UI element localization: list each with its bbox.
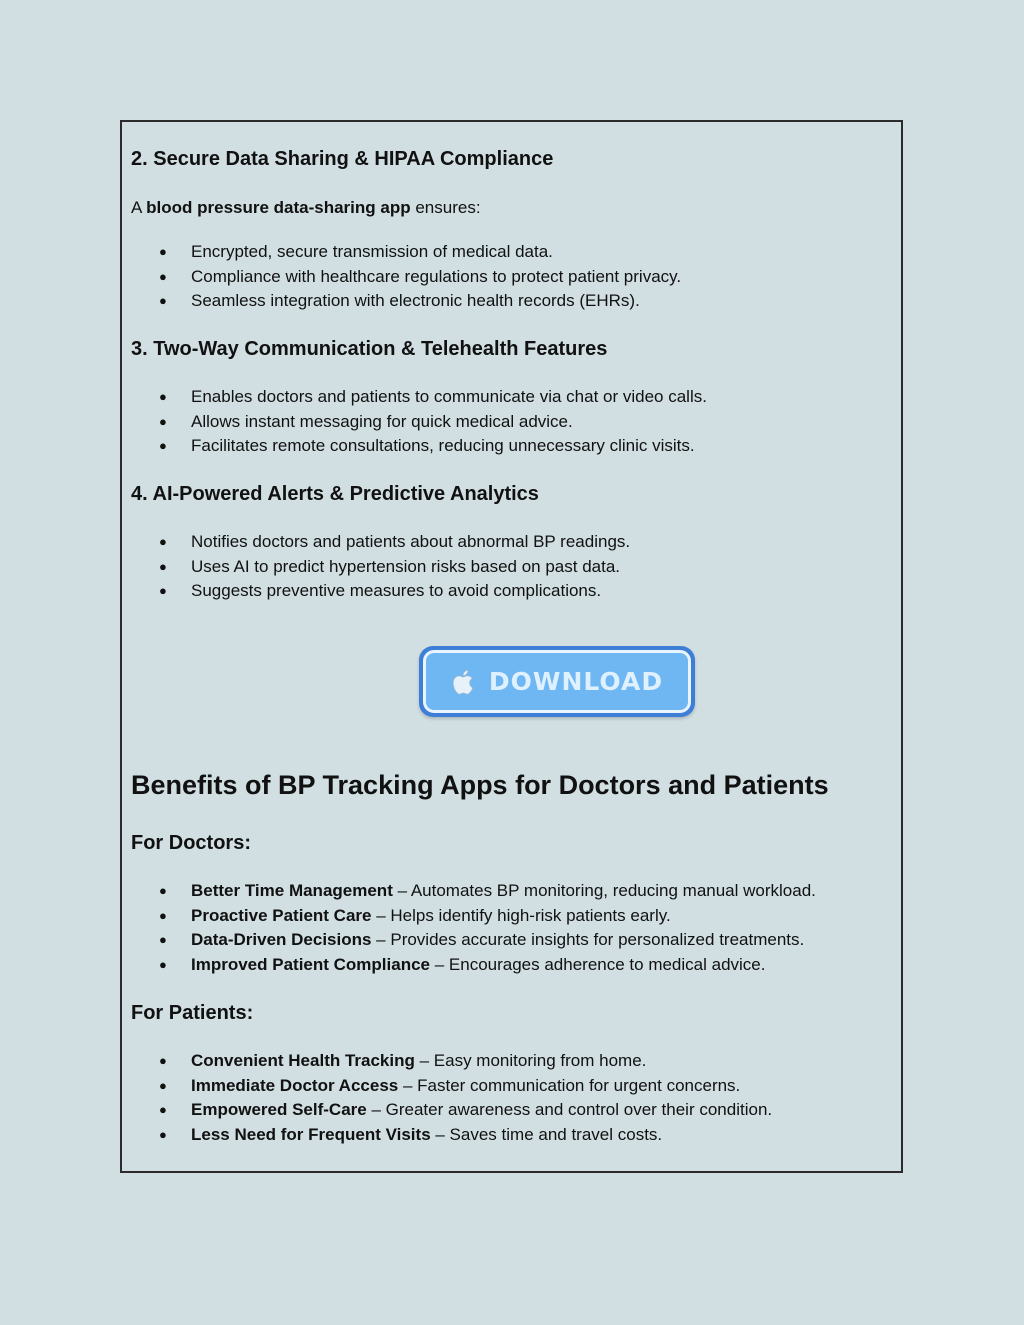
list-item-text: Encrypted, secure transmission of medical data. xyxy=(191,242,553,261)
list-item-text: – Faster communication for urgent concerns. xyxy=(398,1075,741,1095)
apple-icon xyxy=(451,668,477,696)
list-item-text: Seamless integration with electronic health records (EHRs). xyxy=(191,291,640,310)
section-heading-ai-alerts: 4. AI-Powered Alerts & Predictive Analytics xyxy=(131,483,539,505)
list-item xyxy=(131,434,891,459)
for-patients-heading: For Patients: xyxy=(131,1002,254,1024)
bullet-icon: ● xyxy=(159,413,167,429)
list-item-text: Notifies doctors and patients about abnormal BP readings. xyxy=(191,532,631,551)
list-item-title: Immediate Doctor Access xyxy=(191,1075,399,1095)
list-item xyxy=(131,240,891,265)
list-item xyxy=(131,879,891,904)
list-item-text: – Easy monitoring from home. xyxy=(414,1051,647,1070)
bullet-icon: ● xyxy=(159,389,167,404)
list-item-title: Empowered Self-Care xyxy=(191,1100,367,1119)
list-item-text: – Saves time and travel costs. xyxy=(430,1124,663,1144)
bullet-icon: ● xyxy=(159,268,167,284)
bullet-icon: ● xyxy=(159,438,167,453)
list-item xyxy=(131,928,891,953)
bullet-icon: ● xyxy=(159,1053,167,1068)
list-item-text: Allows instant messaging for quick medical advice. xyxy=(191,411,573,431)
list-item xyxy=(131,1074,891,1099)
list-item xyxy=(131,530,891,555)
benefits-heading: Benefits of BP Tracking Apps for Doctors and Patients xyxy=(131,770,829,800)
bullet-icon: ● xyxy=(159,956,167,972)
intro-bold: blood pressure data-sharing app xyxy=(146,198,411,217)
bullet-icon: ● xyxy=(159,932,167,947)
download-button-label: DOWNLOAD xyxy=(488,667,664,696)
list-item xyxy=(131,265,891,290)
list-item-title: Convenient Health Tracking xyxy=(191,1051,415,1070)
bullet-icon: ● xyxy=(159,1102,167,1117)
bullet-icon: ● xyxy=(159,583,167,598)
list-item-text: Enables doctors and patients to communicate via chat or video calls. xyxy=(191,387,707,406)
list-item-text: – Greater awareness and control over their condition. xyxy=(366,1100,773,1119)
list-item-text: Facilitates remote consultations, reducing unnecessary clinic visits. xyxy=(191,436,695,455)
list-item-title: Better Time Management xyxy=(191,881,393,900)
bullet-icon: ● xyxy=(159,1126,167,1142)
intro-suffix: ensures: xyxy=(410,198,481,217)
bullet-icon: ● xyxy=(159,907,167,923)
bullet-icon: ● xyxy=(159,534,167,549)
bullet-icon: ● xyxy=(159,1077,167,1093)
list-item-text: – Encourages adherence to medical advice. xyxy=(430,954,766,974)
list-item xyxy=(131,904,891,929)
list-item xyxy=(131,579,891,604)
data-sharing-list xyxy=(131,240,891,314)
list-item-title: Proactive Patient Care xyxy=(191,905,372,925)
list-item xyxy=(131,1123,891,1148)
list-item-text: – Helps identify high-risk patients early. xyxy=(371,905,671,925)
section-intro xyxy=(131,198,481,218)
list-item xyxy=(131,555,891,580)
bullet-icon: ● xyxy=(159,883,167,898)
list-item-title: Improved Patient Compliance xyxy=(191,954,430,974)
list-item-title: Less Need for Frequent Visits xyxy=(191,1124,431,1144)
download-button[interactable] xyxy=(419,646,695,717)
communication-list xyxy=(131,385,891,459)
list-item-text: Uses AI to predict hypertension risks based on past data. xyxy=(191,556,621,576)
bullet-icon: ● xyxy=(159,558,167,574)
bullet-icon: ● xyxy=(159,293,167,308)
list-item-title: Data-Driven Decisions xyxy=(191,930,372,949)
bullet-icon: ● xyxy=(159,244,167,259)
doctors-benefits-list xyxy=(131,879,891,977)
list-item xyxy=(131,410,891,435)
document-frame xyxy=(120,120,903,1173)
list-item-text: Compliance with healthcare regulations to protect patient privacy. xyxy=(191,266,682,286)
patients-benefits-list xyxy=(131,1049,891,1147)
intro-prefix: A xyxy=(131,198,147,217)
list-item-text: Suggests preventive measures to avoid complications. xyxy=(191,581,602,600)
section-heading-data-sharing: 2. Secure Data Sharing & HIPAA Compliance xyxy=(131,148,554,170)
section-heading-communication: 3. Two-Way Communication & Telehealth Features xyxy=(131,338,608,360)
for-doctors-heading: For Doctors: xyxy=(131,832,251,854)
list-item xyxy=(131,385,891,410)
ai-alerts-list xyxy=(131,530,891,604)
list-item xyxy=(131,1049,891,1074)
list-item-text: – Automates BP monitoring, reducing manual workload. xyxy=(392,881,816,900)
list-item-text: – Provides accurate insights for personalized treatments. xyxy=(371,930,805,949)
list-item xyxy=(131,953,891,978)
list-item xyxy=(131,289,891,314)
list-item xyxy=(131,1098,891,1123)
download-button-face[interactable] xyxy=(423,650,691,713)
